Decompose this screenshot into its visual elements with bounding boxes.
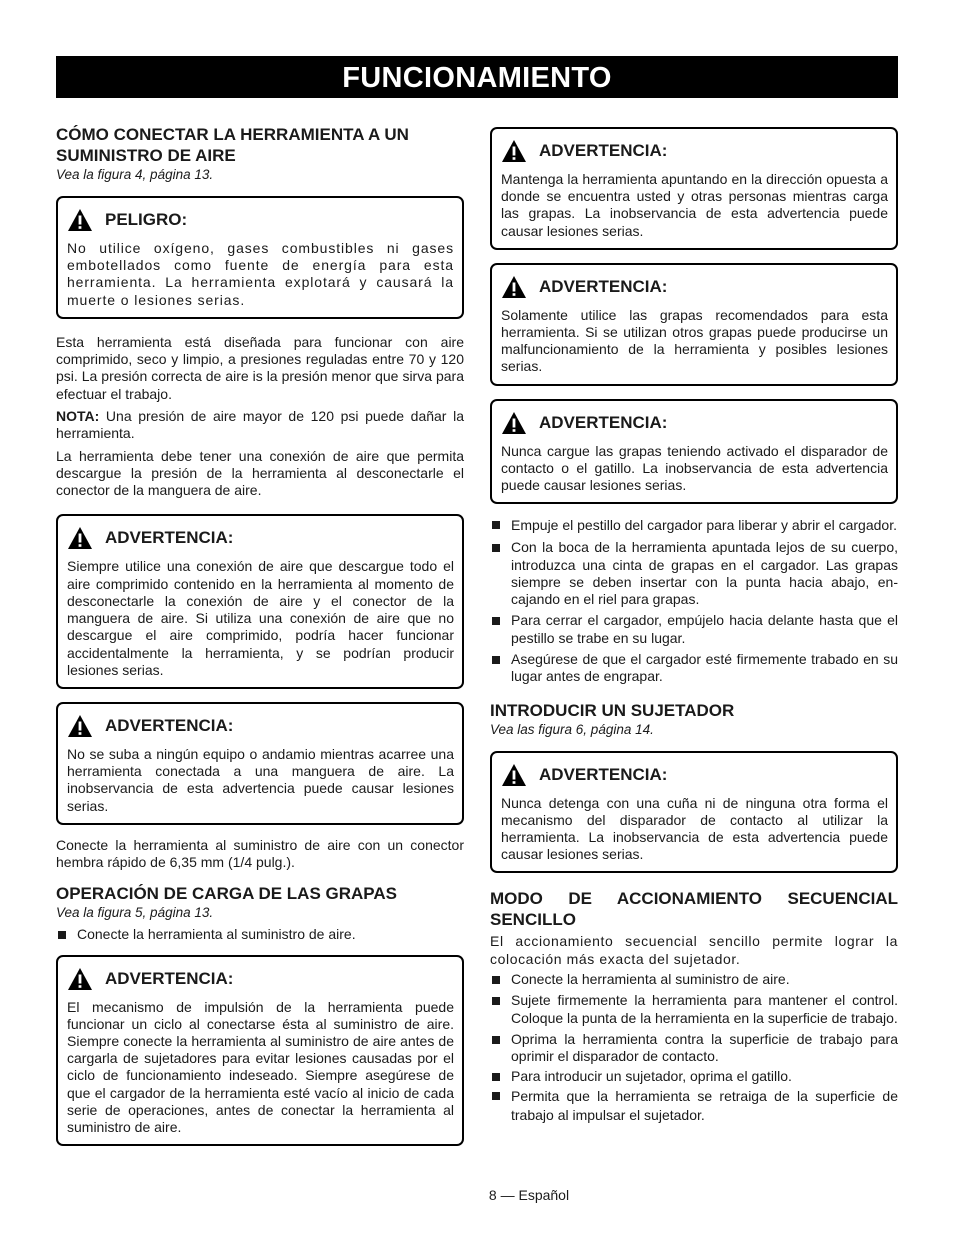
page-title: FUNCIONAMIENTO (56, 56, 898, 98)
warning-triangle-icon (501, 275, 527, 299)
square-bullet-icon (492, 1073, 500, 1081)
warning-title: ADVERTENCIA: (539, 141, 668, 160)
warning-title: ADVERTENCIA: (539, 764, 668, 784)
list-item: Asegúrese de que el cargador esté firmemente trabado en su lugar antes de engrapar. (490, 651, 898, 686)
list-item: Para introducir un sujetador, oprima el gatillo. (490, 1068, 898, 1085)
note-label: NOTA: (56, 408, 100, 424)
warning-box (490, 399, 898, 505)
warning-triangle-icon (67, 967, 93, 991)
paragraph-air-pressure: Esta herramienta está diseñada para funcionar con aire comprimido, seco y limpio, a presiones reguladas entre 70 y 120 psi. La presión correcta de aire is la presión menor que sirva para efectuar el trabajo. (56, 333, 464, 402)
danger-title: PELIGRO: (105, 210, 188, 229)
warning-title: ADVERTENCIA: (105, 715, 234, 735)
warning-text: Solamente utilice las grapas recomendados para esta herramienta. Si se utilizan otros grapas puede producirse un malfuncionamiento de la herramienta y posibles lesiones serias. (501, 306, 888, 375)
bullet-list-loading (490, 516, 898, 685)
warning-triangle-icon (67, 208, 93, 232)
note-paragraph (56, 408, 464, 443)
warning-title: ADVERTENCIA: (539, 276, 668, 296)
list-item: Sujete firmemente la herramienta para mantener el control. Coloque la punta de la herramienta en la superficie de trabajo. (490, 992, 898, 1027)
figure-reference: Vea la figura 5, página 13. (56, 905, 214, 921)
left-column (56, 124, 464, 1146)
warning-text: Nunca cargue las grapas teniendo activado el disparador de contacto o el gatillo. La inobservancia de esta advertencia puede causar lesiones serias. (501, 442, 888, 494)
warning-triangle-icon (501, 139, 527, 163)
warning-box (56, 702, 464, 825)
warning-box (490, 263, 898, 386)
warning-title: ADVERTENCIA: (105, 528, 234, 548)
list-item: Conecte la herramienta al suministro de aire. (490, 971, 898, 988)
warning-text: Nunca detenga con una cuña ni de ninguna otra forma el mecanismo del disparador de contacto al utilizar la herramienta. La inobservancia de esta advertencia puede causar lesiones serias. (501, 794, 888, 863)
square-bullet-icon (492, 617, 500, 625)
warning-triangle-icon (501, 763, 527, 787)
note-text: Una presión de aire mayor de 120 psi puede dañar la herramienta. (56, 408, 464, 442)
square-bullet-icon (492, 1036, 500, 1044)
page-number: 8 (488, 1187, 497, 1203)
warning-text: El mecanismo de impulsión de la herramienta puede funcionar un ciclo al conectarse ésta al suministro de aire. Siempre conecte la herramienta al suministro de aire antes de cargarla de sujetadores para evitar lesiones causadas por el ciclo de funcionamiento indeseado. Siempre asegúrese de que el cargador de la herramienta esté vacío al inicio de cada serie de operaciones, antes de conectar la herramienta al suministro de aire. (67, 998, 454, 1136)
list-item: Conecte la herramienta al suministro de aire. (56, 926, 464, 943)
bullet-list (56, 926, 464, 943)
sequential-intro: El accionamiento secuencial sencillo permite lograr la colocación más exacta del sujetador. (490, 933, 898, 967)
right-column (490, 127, 898, 1125)
list-item: Empuje el pestillo del cargador para liberar y abrir el cargador. (490, 516, 898, 535)
warning-title: ADVERTENCIA: (539, 412, 668, 432)
warning-triangle-icon (501, 411, 527, 435)
square-bullet-icon (492, 997, 500, 1005)
square-bullet-icon (492, 656, 500, 664)
list-item: Permita que la herramienta se retraiga de la superficie de trabajo al impulsar el sujetador. (490, 1087, 898, 1125)
bullet-list-sequential (490, 971, 898, 1125)
figure-reference: Vea las figura 6, página 14. (490, 721, 654, 737)
list-item: Con la boca de la herramienta apuntada lejos de su cuerpo, introduzca una cinta de grapas en el cargador. Las grapas siempre se deben insertar con la punta hacia abajo, en- cajando en el riel para grapas. (490, 539, 898, 608)
warning-triangle-icon (67, 526, 93, 550)
paragraph-air-connection: La herramienta debe tener una conexión de aire que permita descargue la presión de la herramienta al desconectarle el conector de la manguera de aire. (56, 447, 464, 499)
warning-box (56, 514, 464, 688)
warning-box (56, 955, 464, 1147)
warning-title: ADVERTENCIA: (105, 968, 234, 988)
section-heading-loading-staples: OPERACIÓN DE CARGA DE LAS GRAPAS (56, 884, 397, 904)
square-bullet-icon (58, 931, 66, 939)
page-footer (0, 1187, 954, 1204)
footer-separator: — (500, 1187, 515, 1203)
square-bullet-icon (492, 976, 500, 984)
warning-triangle-icon (67, 714, 93, 738)
list-item: Oprima la herramienta contra la superficie de trabajo para oprimir el disparador de contacto. (490, 1031, 898, 1066)
footer-language: Español (518, 1187, 570, 1203)
section-heading-insert-fastener: INTRODUCIR UN SUJETADOR (490, 700, 735, 720)
warning-text: No se suba a ningún equipo o andamio mientras acarree una herramienta conectada a una manguera de aire. La inobservancia de esta advertencia puede causar lesiones serias. (67, 745, 454, 814)
danger-text: No utilice oxígeno, gases combustibles ni gases embotellados como fuente de energía para esta herramienta. La herramienta explotará y causará la muerte o lesiones serias. (67, 240, 454, 308)
square-bullet-icon (492, 521, 500, 529)
warning-box (490, 751, 898, 874)
warning-box (490, 127, 898, 250)
figure-reference: Vea la figura 4, página 13. (56, 167, 214, 182)
section-heading-connect-air: CÓMO CONECTAR LA HERRAMIENTA A UN SUMINISTRO DE AIRE (56, 125, 409, 165)
section-heading-sequential-mode: MODO DE ACCIONAMIENTO SECUENCIAL SENCILLO (490, 889, 898, 930)
square-bullet-icon (492, 544, 500, 552)
paragraph-quick-connector: Conecte la herramienta al suministro de aire con un conector hembra rápido de 6,35 mm (1/4 pulg.). (56, 836, 464, 871)
list-item: Para cerrar el cargador, empújelo hacia delante hasta que el pestillo se trabe en su lugar. (490, 612, 898, 647)
warning-text: Mantenga la herramienta apuntando en la dirección opuesta a donde se encuentra usted y otras personas mientras carga las grapas. La inobservancia de esta advertencia puede causar lesiones serias. (501, 171, 888, 239)
warning-text: Siempre utilice una conexión de aire que descargue todo el aire comprimido contenido en la herramienta al momento de desconectarle la conexión de aire y el conector de la manguera de aire. Si utiliza una conexión de aire que no descargue el aire comprimido, podría hacer funcionar accidentalmente la herramienta, y se podrían producir lesiones serias. (67, 558, 454, 678)
danger-box (56, 196, 464, 319)
square-bullet-icon (492, 1092, 500, 1100)
